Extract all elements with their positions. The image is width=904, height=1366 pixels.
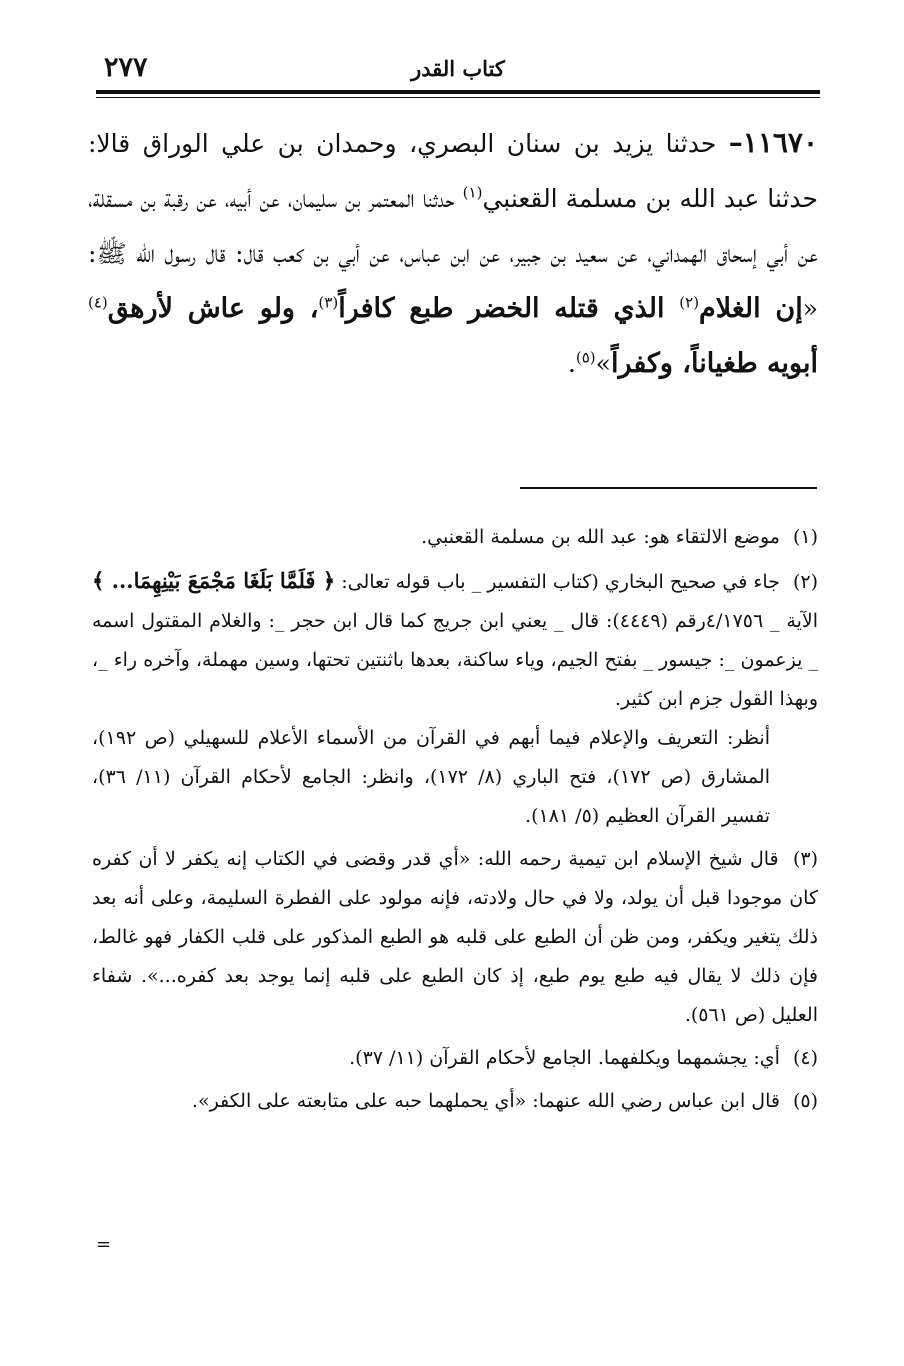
matn-close-quote: » — [595, 349, 611, 378]
footnote-text: أي: يجشمهما ويكلفهما. الجامع لأحكام القرآن (١١/ ٣٧). — [349, 1047, 780, 1069]
hadith-paragraph — [88, 115, 818, 391]
footnotes — [92, 518, 818, 1125]
isnad-text-2: حدثنا المعتمر بن سليمان، عن أبيه، عن رقبة بن مسقلة، عن أبي إسحاق الهمداني، عن سعيد بن جبير، عن ابن عباس، عن أبي بن كعب قال: قال رسول الله ﷺ: « — [88, 184, 818, 323]
footnote-text-references: أنظر: التعريف والإعلام فيما أبهم في القرآن من الأسماء الأعلام للسهيلي (ص ١٩٢)، المشارق (ص ١٧٢)، فتح الباري (٨/ ١٧٢)، وانظر: الجامع لأحكام القرآن (١١/ ٣٦)، تفسير القرآن العظيم (٥/ ١٨١). — [92, 727, 770, 827]
matn-bold-4: أبويه طغياناً، وكفراً — [610, 348, 818, 379]
end-mark: = — [96, 1234, 112, 1255]
footnote-ref-3: (٣) — [318, 293, 339, 312]
footnote-separator — [520, 487, 817, 489]
matn-end: . — [567, 349, 576, 378]
isnad-text-1: حدثنا يزيد بن سنان البصري، وحمدان بن علي الوراق قالا: حدثنا عبد الله بن مسلمة القعنبي — [88, 129, 818, 213]
footnote-2 — [92, 561, 818, 836]
footnote-ref-5: (٥) — [575, 348, 596, 367]
hadith-number: ١١٦٧٠ — [742, 126, 818, 159]
footnote-number: (١) — [792, 526, 818, 548]
footnote-1 — [92, 518, 818, 557]
footnote-ref-2: (٢) — [679, 293, 700, 312]
page-number: ٢٧٧ — [104, 52, 148, 83]
footnote-text: جاء في صحيح البخاري (كتاب التفسير _ باب قوله تعالى: — [335, 571, 780, 593]
footnote-ref-4: (٤) — [88, 293, 108, 312]
footnote-text: قال شيخ الإسلام ابن تيمية رحمه الله: «أي قدر وقضى في الكتاب إنه يكفر لا أن كفره كان موجودا قبل أن يولد، ولا في حال ولادته، فإنه مولود على الفطرة السليمة، وعلى أنه بعد ذلك يتغير ويكفر، ومن ظن أن الطبع على قلبه هو الطبع المذكور على قلب الكفار فهو غالط، فإن ذلك لا يقال فيه طبع يوم طبع، إذ كان الطبع على قلبه إنما يوجد بعد كفره...». شفاء العليل (ص ٥٦١). — [92, 848, 818, 1026]
footnote-number: (٤) — [792, 1047, 818, 1069]
footnote-text: موضع الالتقاء هو: عبد الله بن مسلمة القعنبي. — [421, 526, 780, 548]
footnote-ref-1: (١) — [462, 183, 483, 202]
quran-verse: ﴿ فَلَمَّا بَلَغَا مَجْمَعَ بَيْنِهِمَا... ﴾ — [92, 568, 336, 593]
matn-bold-2: الذي قتله الخضر طبع كافراً — [338, 293, 680, 324]
footnote-number: (٢) — [792, 571, 818, 593]
matn-bold-1: إن الغلام — [699, 293, 803, 324]
footnote-4 — [92, 1039, 818, 1078]
header-title: كتاب القدر — [411, 56, 505, 81]
header-rule-thin — [96, 97, 820, 98]
page-header — [96, 52, 820, 94]
footnote-text-cont: الآية _ ٤/١٧٥٦رقم (٤٤٤٩): قال _ يعني ابن جريج كما قال ابن حجر _: والغلام المقتول اسمه _ يزعمون _: جيسور _ بفتح الجيم، وياء ساكنة، بعدها باثنتين تحتها، وسين مهملة، وآخره راء _، وبهذا القول جزم ابن كثير. — [92, 610, 819, 710]
footnote-text: قال ابن عباس رضي الله عنهما: «أي يحملهما حبه على متابعته على الكفر». — [191, 1090, 780, 1112]
hadith-dash: – — [728, 126, 743, 159]
footnote-number: (٥) — [792, 1090, 818, 1112]
matn-bold-3: ، ولو عاش لأرهق — [107, 293, 319, 324]
footnote-number: (٣) — [792, 848, 818, 870]
hadith-text — [88, 115, 818, 391]
footnote-3 — [92, 840, 818, 1035]
header-rule-thick — [96, 90, 820, 94]
footnote-5 — [92, 1082, 818, 1121]
